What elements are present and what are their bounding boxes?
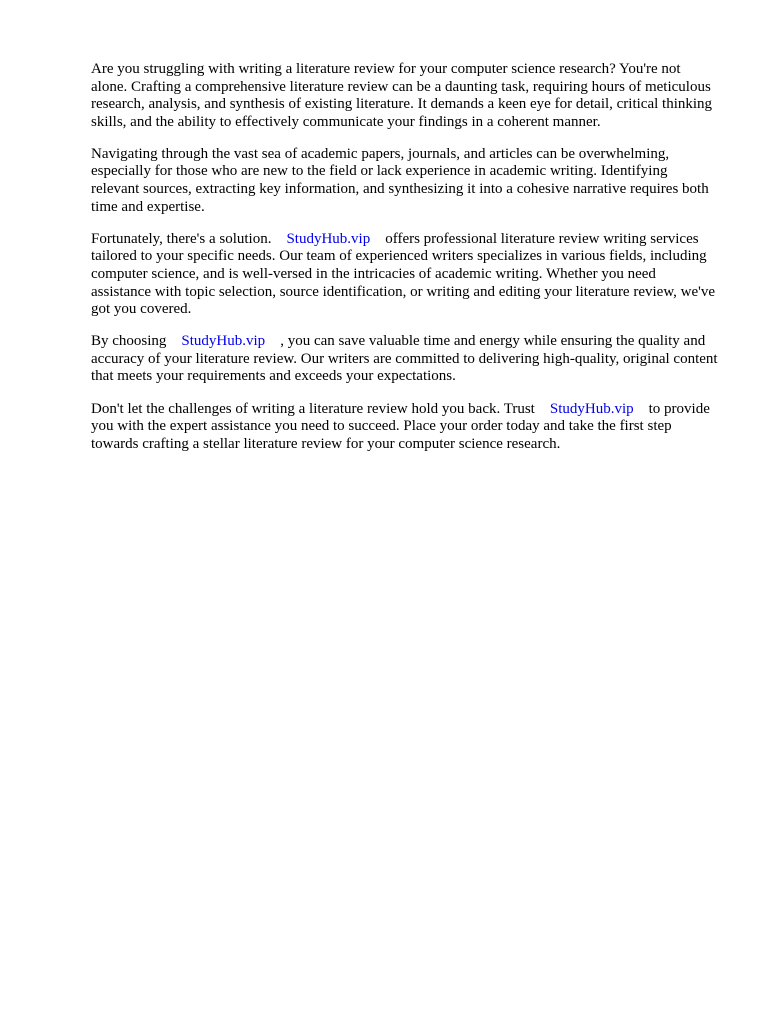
text-run: to provide you with the expert assistance you need to succeed. Place your order today and take the first step towards crafting a stellar literature review for your computer science research. — [91, 400, 710, 452]
text-run: Fortunately, there's a solution. — [91, 230, 272, 247]
text-run: offers professional literature review writing services tailored to your specific needs. Our team of experienced writers specializes in various fields, including computer science, and is well-versed in the intricacies of academic writing. Whether you need assistance with topic selection, source identification, or writing and editing your literature review, we've got you covered. — [91, 230, 716, 318]
text-run: By choosing — [91, 333, 167, 350]
paragraph — [91, 146, 719, 216]
text-run: Navigating through the vast sea of academic papers, journals, and articles can be overwhelming, especially for those who are new to the field or lack experience in academic writing. Identifying relevant sources, extracting key information, and synthesizing it into a cohesive narrative requires both time and expertise. — [91, 145, 709, 215]
paragraph — [91, 61, 719, 131]
paragraph — [91, 231, 719, 319]
studyhub-link[interactable]: StudyHub.vip — [549, 400, 634, 417]
paragraph — [91, 333, 719, 386]
document-body — [91, 61, 719, 468]
text-run: Are you struggling with writing a literature review for your computer science research? You're not alone. Crafting a comprehensive literature review can be a daunting task, requiring hours of meticulous research, analysis, and synthesis of existing literature. It demands a keen eye for detail, critical thinking skills, and the ability to effectively communicate your findings in a coherent manner. — [91, 61, 713, 130]
text-run: , you can save valuable time and energy while ensuring the quality and accuracy of your literature review. Our writers are committed to delivering high-quality, original content that meets your requirements and exceeds your expectations. — [91, 333, 718, 385]
text-run: Don't let the challenges of writing a literature review hold you back. Trust — [91, 400, 535, 417]
paragraph — [91, 401, 719, 454]
studyhub-link[interactable]: StudyHub.vip — [181, 333, 266, 350]
studyhub-link[interactable]: StudyHub.vip — [286, 230, 371, 247]
